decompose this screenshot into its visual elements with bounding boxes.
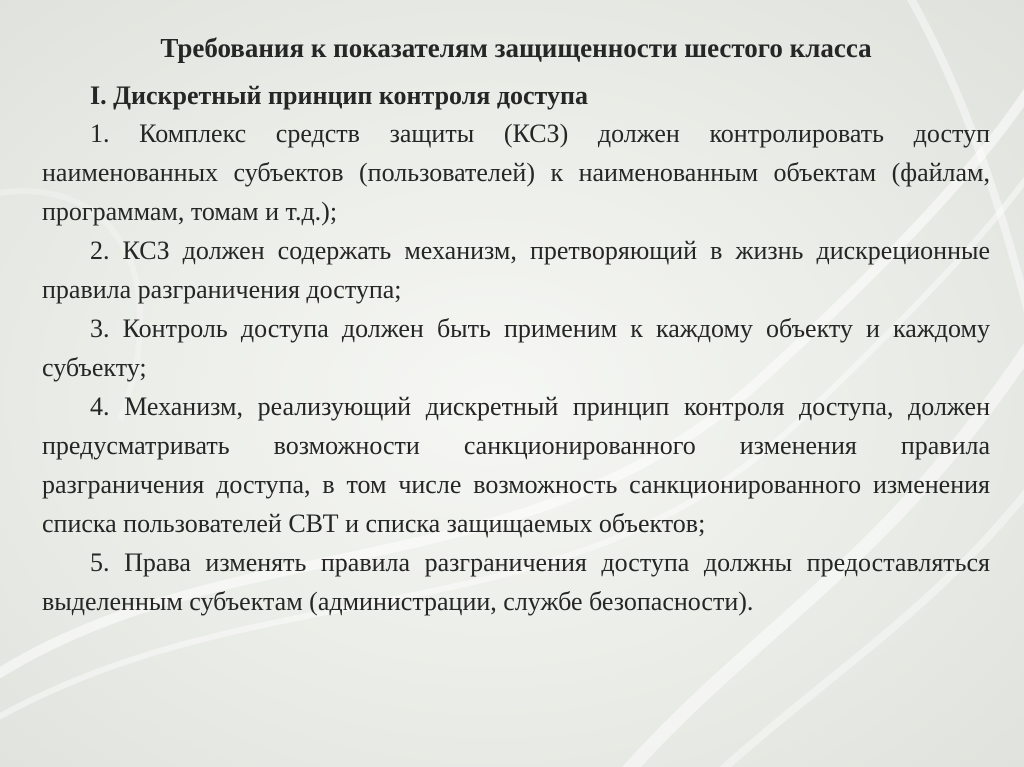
requirement-item-4: 4. Механизм, реализующий дискретный принцип контроля доступа, должен предусматривать возможности санкционированного изменения правила разграничения доступа, в том числе возможность санкционированного изменения списка пользователей СВТ и списка защищаемых объектов; <box>42 392 990 538</box>
requirement-item-1: 1. Комплекс средств защиты (КСЗ) должен контролировать доступ наименованных субъектов (пользователей) к наименованным объектам (файлам, программам, томам и т.д.); <box>42 119 990 226</box>
requirement-item-3: 3. Контроль доступа должен быть применим к каждому объекту и каждому субъекту; <box>42 314 990 382</box>
section-heading: I. Дискретный принцип контроля доступа <box>90 81 588 110</box>
requirement-item-5: 5. Права изменять правила разграничения доступа должны предоставляться выделенным субъектам (администрации, службе безопасности). <box>42 548 990 616</box>
slide-content <box>42 28 990 621</box>
slide-title: Требования к показателям защищенности шестого класса <box>160 33 872 63</box>
requirement-item-2: 2. КСЗ должен содержать механизм, претворяющий в жизнь дискреционные правила разграничения доступа; <box>42 236 990 304</box>
